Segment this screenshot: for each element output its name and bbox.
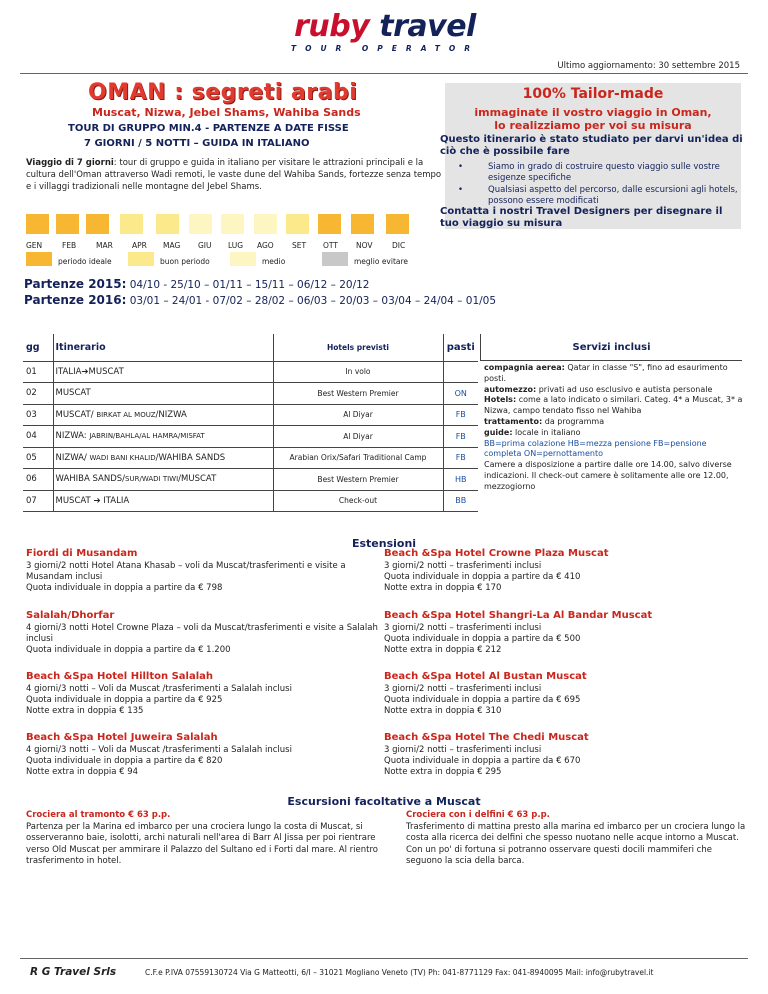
cell-gg: 02	[23, 383, 53, 405]
cell-gg: 04	[23, 426, 53, 448]
month-cell	[26, 214, 49, 234]
cell-hotel: In volo	[273, 361, 443, 383]
extension-title: Beach &Spa Hotel Juweira Salalah	[26, 732, 218, 743]
logo	[290, 9, 480, 58]
arrow-icon: ➔	[93, 495, 101, 506]
cell-gg: 06	[23, 469, 53, 491]
extension-item	[26, 671, 378, 717]
tailor-bullet: • Qualsiasi aspetto del percorso, dalle escursioni agli hotels, possono essere modificati	[450, 185, 740, 207]
extension-item	[384, 548, 736, 594]
extension-line: 3 giorni/2 notti – trasferimenti inclusi	[384, 745, 542, 755]
cell-pasti: FB	[443, 447, 478, 469]
excursions-heading: Escursioni facoltative a Muscat	[287, 795, 481, 808]
extension-item	[384, 671, 736, 717]
month-label: LUG	[228, 241, 244, 250]
extension-line: Quota individuale in doppia a partire da € 670	[384, 756, 581, 766]
month-cell	[56, 214, 79, 234]
month-cell	[86, 214, 109, 234]
excursion-title: Crociera con i delfini € 63 p.p.	[406, 810, 550, 820]
departures-2015: Partenze 2015: 04/10 - 25/10 – 01/11 – 15/11 – 06/12 – 20/12	[24, 277, 370, 291]
tour-info-2: 7 GIORNI / 5 NOTTI – GUIDA IN ITALIANO	[84, 138, 310, 149]
month-cell	[386, 214, 409, 234]
col-itinerario: Itinerario	[53, 334, 273, 361]
cell-hotel: Al Diyar	[273, 404, 443, 426]
excursion-title: Crociera al tramonto € 63 p.p.	[26, 810, 171, 820]
month-cell	[254, 214, 277, 234]
table-row	[23, 404, 478, 426]
col-gg: gg	[23, 334, 53, 361]
cell-pasti: FB	[443, 426, 478, 448]
legend-label: buon periodo	[160, 257, 210, 266]
extension-line: Quota individuale in doppia a partire da € 500	[384, 634, 581, 644]
legend-label: meglio evitare	[354, 257, 409, 266]
tailor-bullets	[450, 162, 740, 208]
service-item: compagnia aerea: Qatar in classe "S", fino ad esaurimento posti.	[484, 363, 728, 383]
extension-line: 3 giorni/2 notti – trasferimenti inclusi	[384, 623, 542, 633]
cell-itinerario: NIZWA: JABRIN/BAHLA/AL HAMRA/MISFAT	[53, 426, 273, 448]
legend-label: medio	[262, 257, 286, 266]
page-subtitle: Muscat, Nizwa, Jebel Shams, Wahiba Sands	[92, 106, 361, 119]
month-label: DIC	[392, 241, 406, 250]
cell-itinerario: MUSCAT ➔ ITALIA	[53, 490, 273, 512]
extension-line: Notte extra in doppia € 135	[26, 706, 144, 716]
month-cell	[318, 214, 341, 234]
footer-company: R G Travel Srls	[30, 966, 117, 978]
logo-brand: ruby travel	[294, 9, 476, 44]
table-row	[23, 490, 478, 512]
cell-gg: 03	[23, 404, 53, 426]
month-cell	[189, 214, 212, 234]
extension-title: Beach &Spa Hotel Al Bustan Muscat	[384, 671, 587, 682]
month-label: GIU	[198, 241, 212, 250]
month-cell	[351, 214, 374, 234]
table-row	[23, 361, 478, 383]
service-item: guide: locale in italiano	[484, 427, 581, 437]
month-cell	[156, 214, 179, 234]
service-item: Hotels: come a lato indicato o similari. Categ. 4* a Muscat, 3* a Nizwa, campo tendato fisso nel Wahiba	[484, 395, 743, 416]
intro-text: Viaggio di 7 giorni: tour di gruppo e guida in italiano per visitare le attrazioni principali e la cultura dell'Oman attraverso Wadi remoti, le vaste dune del Wahiba Sands, fortezze senza tempo e i villaggi tradizionali nelle montagne del Jebel Shams.	[26, 158, 442, 192]
cell-itinerario: WAHIBA SANDS/SUR/WADI TIWI/MUSCAT	[53, 469, 273, 491]
extension-line: Quota individuale in doppia a partire da € 410	[384, 572, 581, 582]
month-cell	[286, 214, 309, 234]
last-updated: Ultimo aggiornamento: 30 settembre 2015	[557, 61, 740, 71]
tailor-subheading-1: immaginate il vostro viaggio in Oman,	[474, 106, 712, 119]
month-label: NOV	[356, 241, 373, 250]
divider	[20, 73, 748, 74]
cell-hotel: Arabian Orix/Safari Traditional Camp	[273, 447, 443, 469]
month-cell	[120, 214, 143, 234]
extension-item	[26, 610, 378, 656]
extension-line: Quota individuale in doppia a partire da € 798	[26, 583, 223, 593]
divider	[20, 958, 748, 959]
excursion-text: Trasferimento di mattina presto alla marina ed imbarco per un crociera lungo la costa alla ricerca dei delfini che spesso nuotano nelle acque intorno a Muscat. Con un po' di fortuna si potranno osservare questi docili mammiferi che seguono la scia della barca.	[406, 821, 746, 866]
extension-line: Notte extra in doppia € 94	[26, 767, 139, 777]
month-cell	[221, 214, 244, 234]
table-row	[23, 426, 478, 448]
cell-itinerario: MUSCAT/ BIRKAT AL MOUZ/NIZWA	[53, 404, 273, 426]
tailor-paragraph: Questo itinerario è stato studiato per darvi un'idea di ciò che è possibile fare	[440, 134, 743, 157]
extension-line: 3 giorni/2 notti – trasferimenti inclusi	[384, 684, 542, 694]
itinerary-table	[23, 334, 478, 512]
tailor-contact: Contatta i nostri Travel Designers per disegnare il tuo viaggio su misura	[440, 206, 723, 229]
extension-line: Notte extra in doppia € 310	[384, 706, 502, 716]
services-note: Camere a disposizione a partire dalle ore 14.00, salvo diverse indicazioni. Il check-out camere è solitamente alle ore 12.00, mezzogiorno	[484, 460, 732, 491]
col-pasti: pasti	[443, 334, 478, 361]
month-label: FEB	[62, 241, 77, 250]
cell-itinerario: NIZWA/ WADI BANI KHALID/WAHIBA SANDS	[53, 447, 273, 469]
extension-line: 4 giorni/3 notti – Voli da Muscat /trasferimenti a Salalah inclusi	[26, 745, 292, 755]
cell-hotel: Al Diyar	[273, 426, 443, 448]
meal-legend: BB=prima colazione HB=mezza pensione FB=pensione completa ON=pernottamento	[484, 438, 707, 459]
cell-gg: 05	[23, 447, 53, 469]
extension-title: Beach &Spa Hotel The Chedi Muscat	[384, 732, 589, 743]
cell-pasti: ON	[443, 383, 478, 405]
extension-line: 4 giorni/3 notti Hotel Crowne Plaza – voli da Muscat/trasferimenti e visite a Salalah inclusi	[26, 623, 378, 644]
tailor-heading: 100% Tailor-made	[522, 86, 664, 102]
legend-swatch	[322, 252, 348, 266]
services-list	[484, 363, 744, 493]
page-title: OMAN : segreti arabi	[88, 80, 358, 105]
services-heading: Servizi inclusi	[480, 334, 742, 361]
cell-pasti	[443, 361, 478, 383]
extension-title: Beach &Spa Hotel Hillton Salalah	[26, 671, 214, 682]
month-label: GEN	[26, 241, 43, 250]
extension-item	[26, 732, 378, 778]
month-label: MAG	[163, 241, 181, 250]
tailor-bullet: • Siamo in grado di costruire questo viaggio sulle vostre esigenze specifiche	[450, 162, 740, 184]
cell-hotel: Best Western Premier	[273, 383, 443, 405]
excursion-dolphins	[406, 810, 746, 868]
extension-line: Quota individuale in doppia a partire da € 695	[384, 695, 581, 705]
extension-line: Quota individuale in doppia a partire da € 925	[26, 695, 223, 705]
table-row	[23, 469, 478, 491]
extension-line: 4 giorni/3 notti – Voli da Muscat /trasferimenti a Salalah inclusi	[26, 684, 292, 694]
legend-swatch	[26, 252, 52, 266]
excursion-text: Partenza per la Marina ed imbarco per una crociera lungo la costa di Muscat, si osserveranno baie, isolotti, archi naturali nell'area di Barr Al Jissa per poi rientrare verso Old Muscat per ammirare il Palazzo del Sultano ed i Forti dal mare. Al rientro trasferimento in hotel.	[26, 821, 378, 866]
table-row	[23, 447, 478, 469]
table-row	[23, 383, 478, 405]
departures-2016: Partenze 2016: 03/01 – 24/01 - 07/02 – 28/02 – 06/03 – 20/03 – 03/04 – 24/04 – 01/05	[24, 293, 497, 307]
service-item: automezzo: privati ad uso esclusivo e autista personale	[484, 384, 713, 394]
extension-item	[26, 548, 378, 594]
extension-line: Quota individuale in doppia a partire da € 820	[26, 756, 223, 766]
month-label: OTT	[323, 241, 338, 250]
cell-hotel: Best Western Premier	[273, 469, 443, 491]
cell-hotel: Check-out	[273, 490, 443, 512]
legend-label: periodo ideale	[58, 257, 112, 266]
extension-title: Beach &Spa Hotel Crowne Plaza Muscat	[384, 548, 609, 559]
month-label: SET	[292, 241, 307, 250]
cell-itinerario: ITALIA➔MUSCAT	[53, 361, 273, 383]
extension-item	[384, 610, 736, 656]
legend-swatch	[128, 252, 154, 266]
table-header	[23, 334, 478, 361]
extensions-heading: Estensioni	[351, 537, 417, 550]
extension-line: Notte extra in doppia € 295	[384, 767, 502, 777]
excursion-sunset	[26, 810, 388, 868]
col-hotels: Hotels previsti	[273, 334, 443, 361]
legend-swatch	[230, 252, 256, 266]
extension-title: Fiordi di Musandam	[26, 548, 138, 559]
cell-itinerario: MUSCAT	[53, 383, 273, 405]
extension-title: Beach &Spa Hotel Shangri-La Al Bandar Muscat	[384, 610, 653, 621]
cell-gg: 01	[23, 361, 53, 383]
month-label: MAR	[96, 241, 113, 250]
extension-line: Notte extra in doppia € 170	[384, 583, 502, 593]
extension-line: 3 giorni/2 notti – trasferimenti inclusi	[384, 561, 542, 571]
extension-line: 3 giorni/2 notti Hotel Atana Khasab – voli da Muscat/trasferimenti e visite a Musandam inclusi	[26, 561, 346, 582]
cell-gg: 07	[23, 490, 53, 512]
cell-pasti: HB	[443, 469, 478, 491]
arrow-icon: ➔	[81, 366, 89, 377]
month-label: AGO	[257, 241, 274, 250]
extension-item	[384, 732, 736, 778]
tailor-subheading-2: lo realizziamo per voi su misura	[494, 119, 692, 132]
tour-info-1: TOUR DI GRUPPO MIN.4 - PARTENZE A DATE FISSE	[68, 123, 349, 134]
extension-line: Notte extra in doppia € 212	[384, 645, 502, 655]
cell-pasti: FB	[443, 404, 478, 426]
service-item: trattamento: da programma	[484, 416, 605, 426]
extension-title: Salalah/Dhorfar	[26, 610, 115, 621]
extension-line: Quota individuale in doppia a partire da € 1.200	[26, 645, 231, 655]
cell-pasti: BB	[443, 490, 478, 512]
month-label: APR	[132, 241, 147, 250]
footer-info: C.F.e P.IVA 07559130724 Via G Matteotti, 6/I – 31021 Mogliano Veneto (TV) Ph: 041-8771129 Fax: 041-8940095 Mail: info@rubytravel.it	[145, 968, 654, 977]
logo-sub: TOUR OPERATOR	[290, 44, 480, 53]
